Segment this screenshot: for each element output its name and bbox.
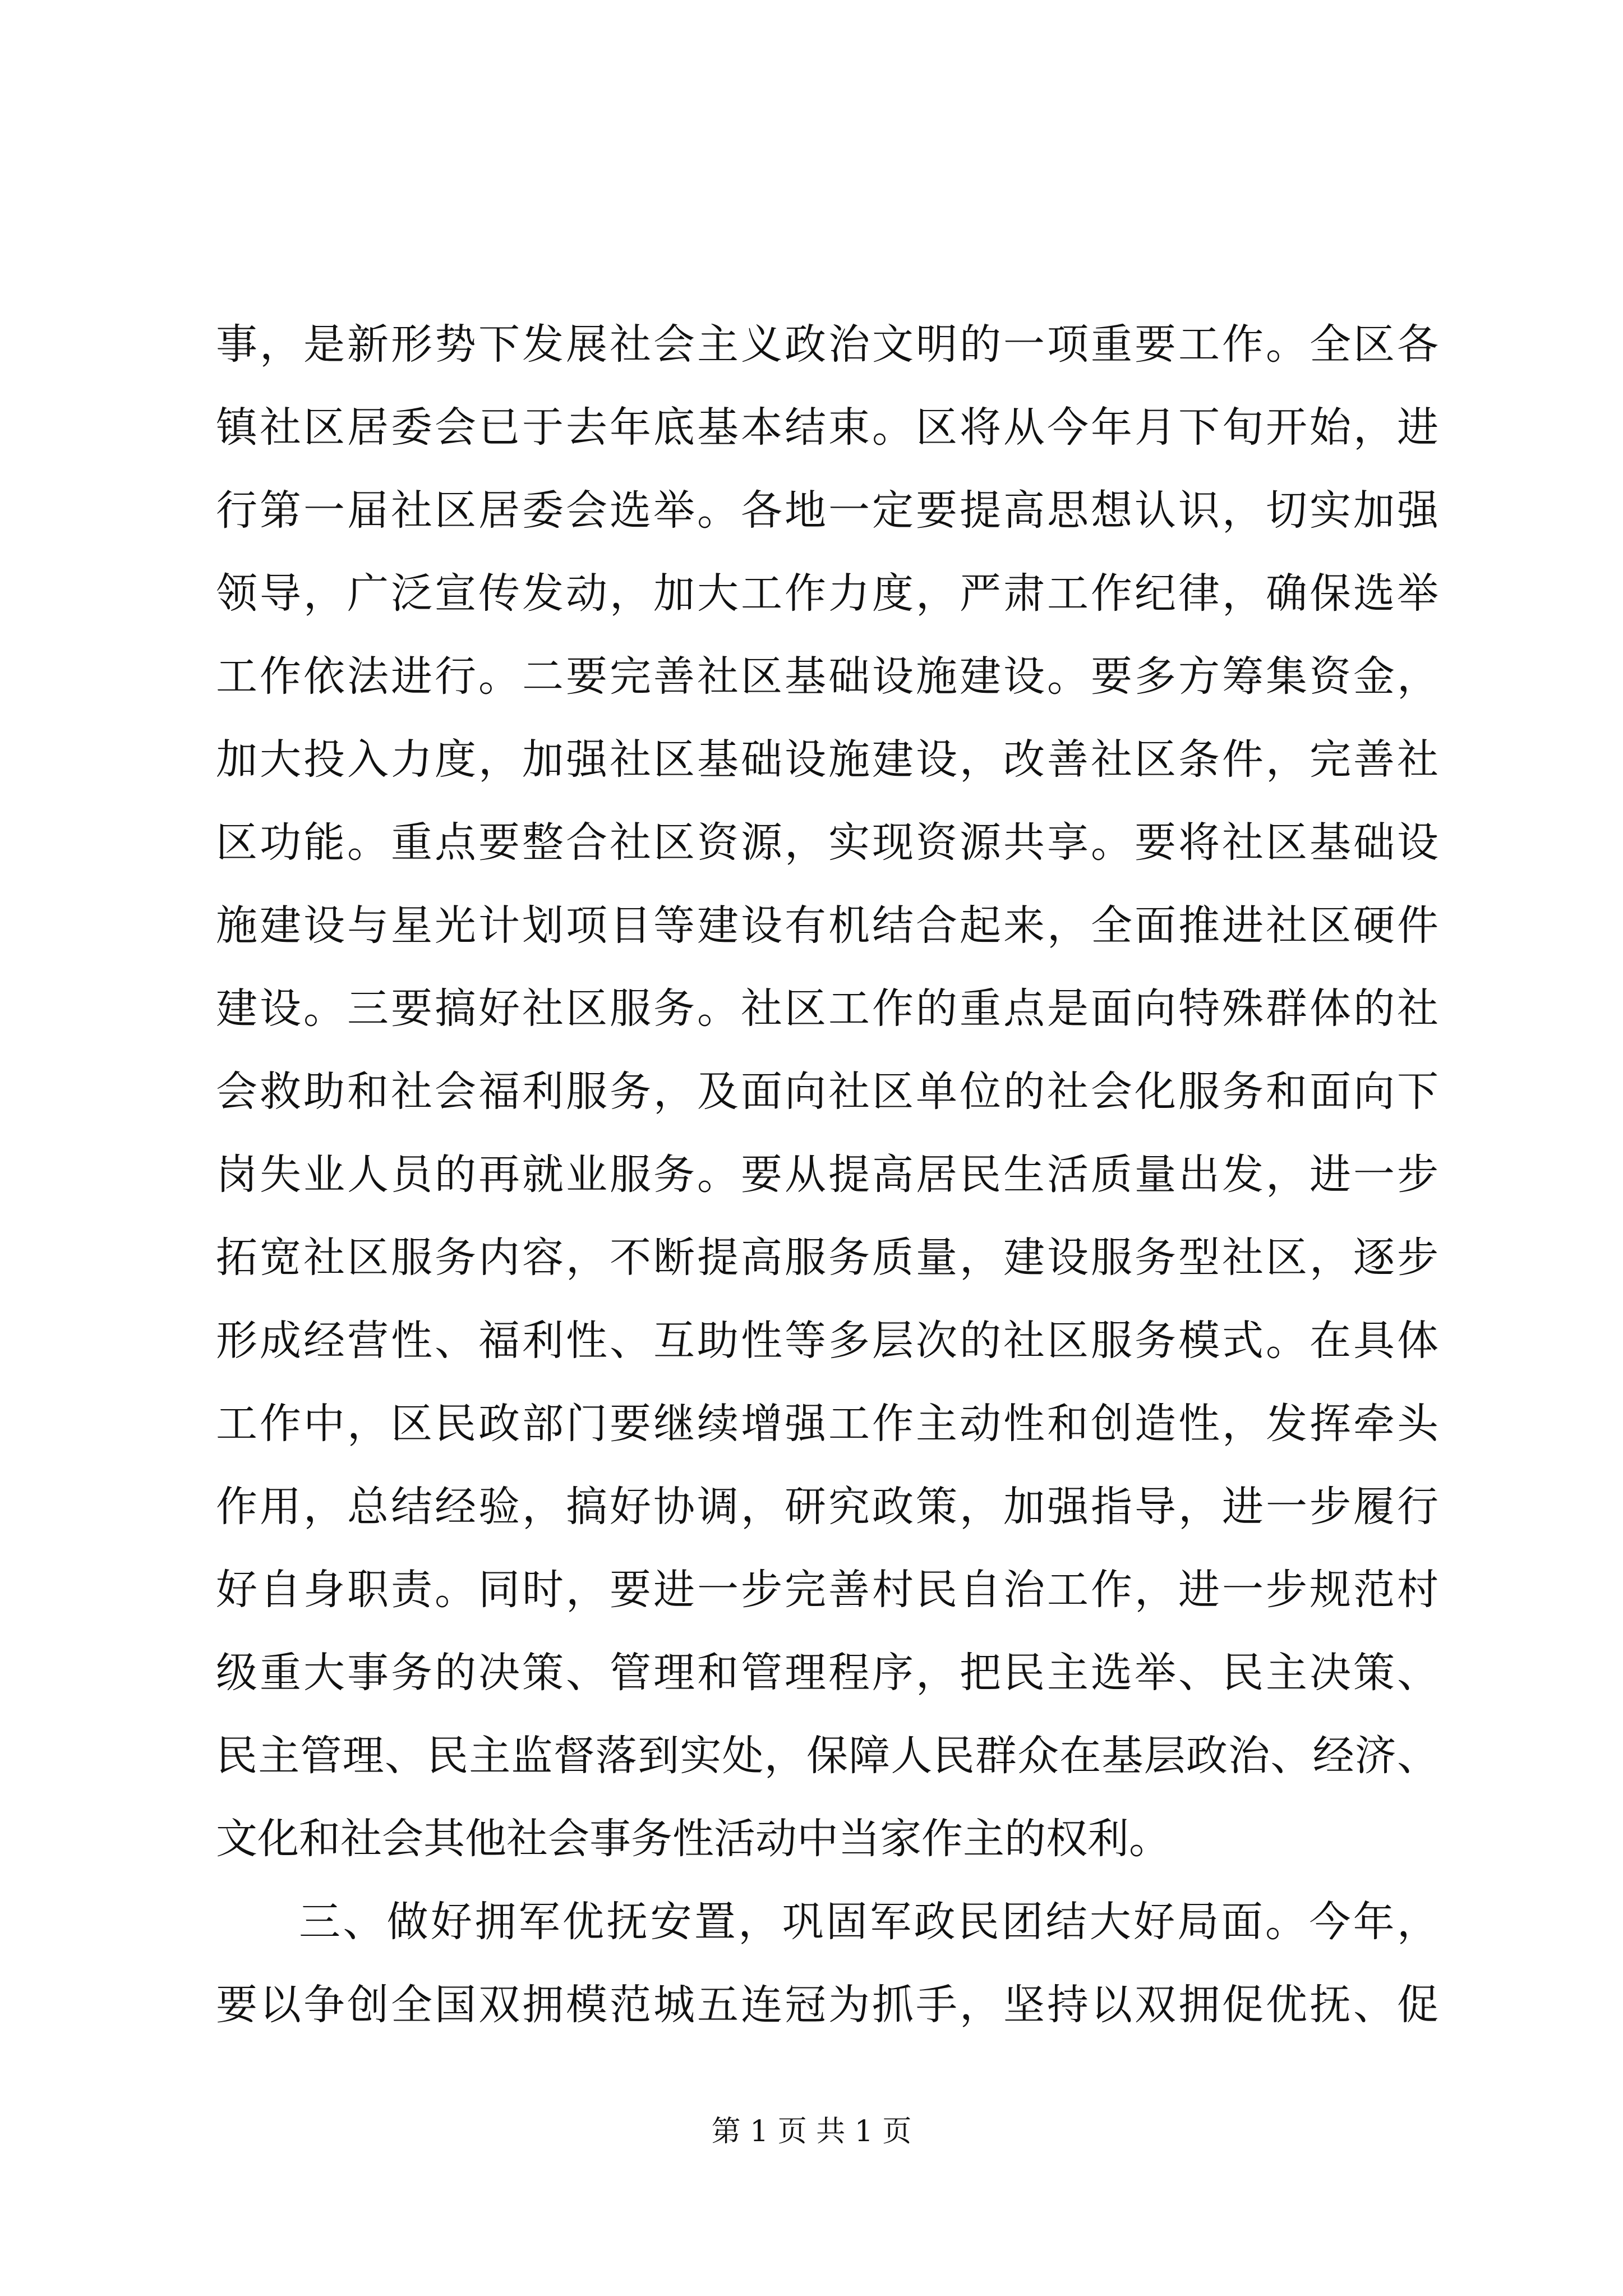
text-line: 文化和社会其他社会事务性活动中当家作主的权利。 xyxy=(216,1815,1170,1863)
text-line: 区功能。重点要整合社区资源，实现资源共享。要将社区基础设 xyxy=(216,818,1438,867)
text-line: 形成经营性、福利性、互助性等多层次的社区服务模式。在具体 xyxy=(216,1317,1438,1365)
text-line: 事，是新形势下发展社会主义政治文明的一项重要工作。全区各 xyxy=(216,320,1438,369)
text-line: 行第一届社区居委会选举。各地一定要提高思想认识，切实加强 xyxy=(216,486,1438,535)
text-line: 作用，总结经验，搞好协调，研究政策，加强指导，进一步履行 xyxy=(216,1483,1438,1531)
body-text xyxy=(216,303,1438,2046)
text-line: 民主管理、民主监督落到实处，保障人民群众在基层政治、经济、 xyxy=(216,1732,1438,1780)
paragraph-start-line: 三、做好拥军优抚安置，巩固军政民团结大好局面。今年， xyxy=(299,1898,1438,1946)
text-line: 好自身职责。同时，要进一步完善村民自治工作，进一步规范村 xyxy=(216,1566,1438,1614)
page-footer: 第 1 页 共 1 页 xyxy=(711,2115,912,2148)
text-line: 会救助和社会福利服务，及面向社区单位的社会化服务和面向下 xyxy=(216,1068,1438,1116)
text-line: 施建设与星光计划项目等建设有机结合起来，全面推进社区硬件 xyxy=(216,901,1438,950)
text-line: 加大投入力度，加强社区基础设施建设，改善社区条件，完善社 xyxy=(216,735,1438,784)
text-line: 岗失业人员的再就业服务。要从提高居民生活质量出发，进一步 xyxy=(216,1151,1438,1199)
text-line: 要以争创全国双拥模范城五连冠为抓手，坚持以双拥促优抚、促 xyxy=(216,1981,1438,2029)
text-line: 镇社区居委会已于去年底基本结束。区将从今年月下旬开始，进 xyxy=(216,403,1438,452)
text-line: 工作依法进行。二要完善社区基础设施建设。要多方筹集资金， xyxy=(216,652,1438,701)
text-line: 级重大事务的决策、管理和管理程序，把民主选举、民主决策、 xyxy=(216,1649,1438,1697)
text-line: 工作中，区民政部门要继续增强工作主动性和创造性，发挥牵头 xyxy=(216,1400,1438,1448)
text-line: 建设。三要搞好社区服务。社区工作的重点是面向特殊群体的社 xyxy=(216,984,1438,1033)
text-line: 领导，广泛宣传发动，加大工作力度，严肃工作纪律，确保选举 xyxy=(216,569,1438,618)
text-line: 拓宽社区服务内容，不断提高服务质量，建设服务型社区，逐步 xyxy=(216,1234,1438,1282)
